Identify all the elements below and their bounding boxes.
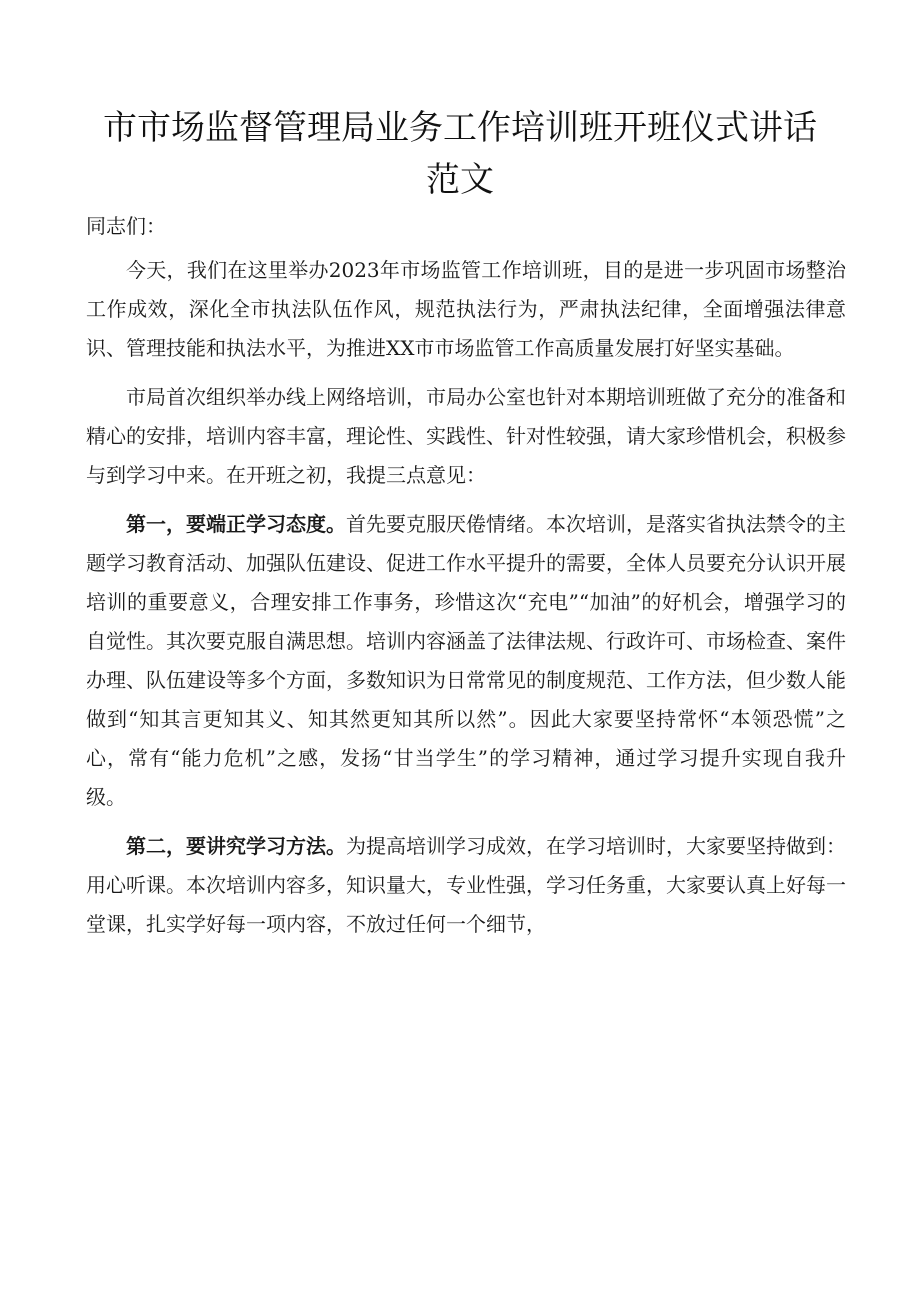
paragraph-4-lead: 第二，要讲究学习方法。	[126, 834, 346, 858]
paragraph-3-lead: 第一，要端正学习态度。	[126, 512, 346, 536]
document-body	[86, 207, 846, 954]
salutation: 同志们：	[86, 214, 166, 238]
document-title-line-2: 范文	[426, 160, 494, 200]
paragraph-4-text: 为提高培训学习成效，在学习培训时，大家要坚持做到：用心听课。本次培训内容多，知识量大，专业性强，学习任务重，大家要认真上好每一堂课，扎实学好每一项内容，不放过任何一个细节，	[86, 834, 846, 936]
document-title-line-1: 市市场监督管理局业务工作培训班开班仪式讲话	[103, 108, 817, 148]
paragraph-1-text: 今天，我们在这里举办2023年市场监管工作培训班，目的是进一步巩固市场整治工作成效，深化全市执法队伍作风，规范执法行为，严肃执法纪律，全面增强法律意识、管理技能和执法水平，为推进XX市市场监管工作高质量发展打好坚实基础。	[86, 258, 846, 360]
paragraph-1	[86, 251, 846, 368]
paragraph-2-text: 市局首次组织举办线上网络培训，市局办公室也针对本期培训班做了充分的准备和精心的安排，培训内容丰富，理论性、实践性、针对性较强，请大家珍惜机会，积极参与到学习中来。在开班之初，我提三点意见：	[86, 385, 846, 487]
paragraph-2	[86, 378, 846, 495]
paragraph-3-text: 首先要克服厌倦情绪。本次培训，是落实省执法禁令的主题学习教育活动、加强队伍建设、促进工作水平提升的需要，全体人员要充分认识开展培训的重要意义，合理安排工作事务，珍惜这次“充电”“加油”的好机会，增强学习的自觉性。其次要克服自满思想。培训内容涵盖了法律法规、行政许可、市场检查、案件办理、队伍建设等多个方面，多数知识为日常常见的制度规范、工作方法，但少数人能做到“知其言更知其义、知其然更知其所以然”。因此大家要坚持常怀“本领恐慌”之心，常有“能力危机”之感，发扬“甘当学生”的学习精神，通过学习提升实现自我升级。	[86, 512, 846, 809]
paragraph-4	[86, 827, 846, 944]
paragraph-3	[86, 505, 846, 817]
